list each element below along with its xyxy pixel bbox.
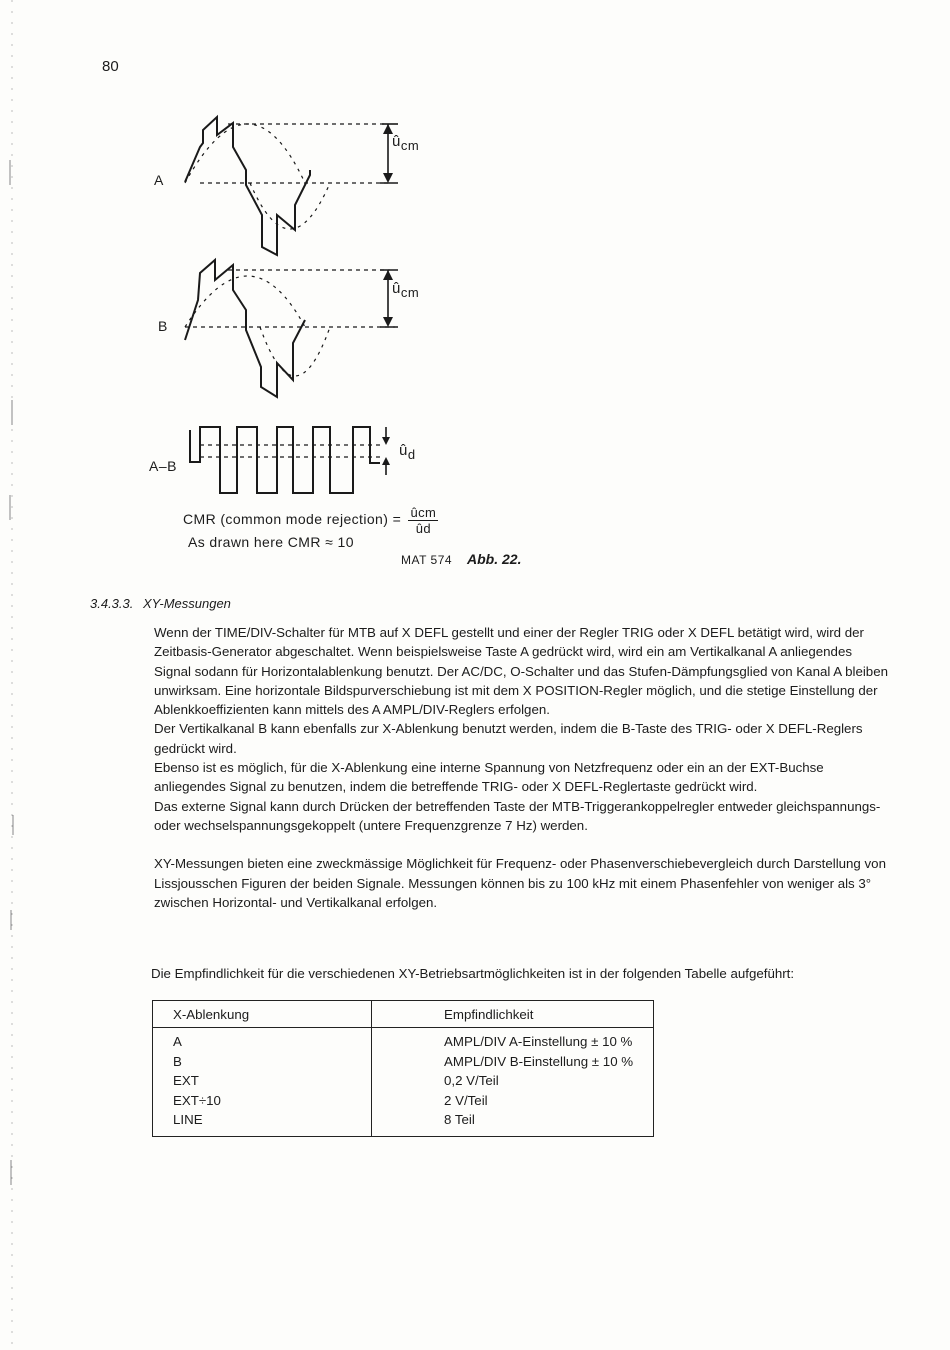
- table-row: [153, 1071, 654, 1091]
- ucm-label-b: $û_{cm}$: [392, 280, 420, 300]
- section-heading: [90, 596, 231, 611]
- table-intro: Die Empfindlichkeit für die verschiedenen XY-Betriebsartmöglichkeiten ist in der folgenden Tabelle aufgeführt:: [151, 966, 795, 981]
- table-row: [153, 1052, 654, 1072]
- cmr-drawn-note: As drawn here CMR ≈ 10: [188, 534, 354, 550]
- cmr-formula: CMR (common mode rejection) = ûcm ûd: [183, 505, 437, 536]
- table-cell: B: [153, 1052, 372, 1072]
- table-header-row: [153, 1001, 654, 1028]
- table-row: [153, 1028, 654, 1052]
- paragraph: Das externe Signal kann durch Drücken der betreffenden Taste der MTB-Triggerankoppelregler entweder gleichspannungs- oder wechselspannungsgekoppelt (untere Frequenzgrenze 7 Hz) werden.: [154, 798, 881, 833]
- binding-marks: [8, 0, 16, 1345]
- label-b: B: [158, 318, 168, 334]
- table-cell: LINE: [153, 1110, 372, 1136]
- table-row: [153, 1091, 654, 1111]
- cmr-numerator: ûcm: [410, 505, 437, 520]
- paragraph: Der Vertikalkanal B kann ebenfalls zur X-Ablenkung benutzt werden, indem die B-Taste des TRIG- oder X DEFL-Reglers gedrückt wird.: [154, 721, 863, 756]
- waveform-b: [185, 260, 305, 397]
- table-row: [153, 1110, 654, 1136]
- label-a: A: [154, 172, 164, 188]
- section-number: 3.4.3.3.: [90, 596, 134, 611]
- table-cell: AMPL/DIV B-Einstellung ± 10 %: [372, 1052, 654, 1072]
- paragraph: Ebenso ist es möglich, für die X-Ablenkung eine interne Spannung von Netzfrequenz oder ein an der EXT-Buchse anliegendes Signal zu benutzen, indem die betreffende TRIG- oder X DEFL-Reglertaste gedrückt wird.: [154, 760, 824, 795]
- table-header: X-Ablenkung: [153, 1001, 372, 1028]
- figure-code: MAT 574: [401, 553, 453, 567]
- ucm-label-a: $û_{cm}$: [392, 133, 420, 153]
- paragraph: Wenn der TIME/DIV-Schalter für MTB auf X DEFL gestellt und einer der Regler TRIG oder X DEFL betätigt wird, wird der Zeitbasis-Generator abgeschaltet. Wenn beispielsweise Taste A gedrückt wird, wird ein am Vertikalkanal A anliegendes Signal sodann für Horizontalablenkung benutzt. Der AC/DC, O-Schalter und das Stufen-Dämpfungsglied von Kanal A bleiben unwirksam. Eine horizontale Bildspurverschiebung ist mit dem X POSITION-Regler möglich, und die stetige Einstellung der Ablenkkoeffizienten kann mittels des A AMPL/DIV-Reglers erfolgen.: [154, 625, 888, 718]
- paragraph: XY-Messungen bieten eine zweckmässige Möglichkeit für Frequenz- oder Phasenverschiebevergleich durch Darstellung von Lissjousschen Figuren der beiden Signale. Messungen können bis zu 100 kHz mit einem Phasenfehler von weniger als 3° zwischen Horizontal- und Vertikalkanal erfolgen.: [154, 856, 886, 910]
- page-number: 80: [102, 58, 119, 75]
- table-cell: AMPL/DIV A-Einstellung ± 10 %: [372, 1028, 654, 1052]
- figure-caption: Abb. 22.: [467, 551, 522, 567]
- table-cell: EXT: [153, 1071, 372, 1091]
- waveform-a: [185, 117, 310, 255]
- sensitivity-table: [152, 1000, 654, 1137]
- body-text: [154, 623, 889, 912]
- binding-edge: [8, 0, 16, 1345]
- table-cell: 0,2 V/Teil: [372, 1071, 654, 1091]
- table-header: Empfindlichkeit: [372, 1001, 654, 1028]
- cmr-denominator: ûd: [415, 521, 431, 536]
- table-cell: 8 Teil: [372, 1110, 654, 1136]
- waveform-a-minus-b: [190, 427, 380, 493]
- ud-label: $û_d$: [399, 442, 416, 462]
- table-cell: 2 V/Teil: [372, 1091, 654, 1111]
- label-a-minus-b: A–B: [149, 458, 177, 474]
- table-cell: EXT÷10: [153, 1091, 372, 1111]
- table-cell: A: [153, 1028, 372, 1052]
- section-title: XY-Messungen: [143, 596, 231, 611]
